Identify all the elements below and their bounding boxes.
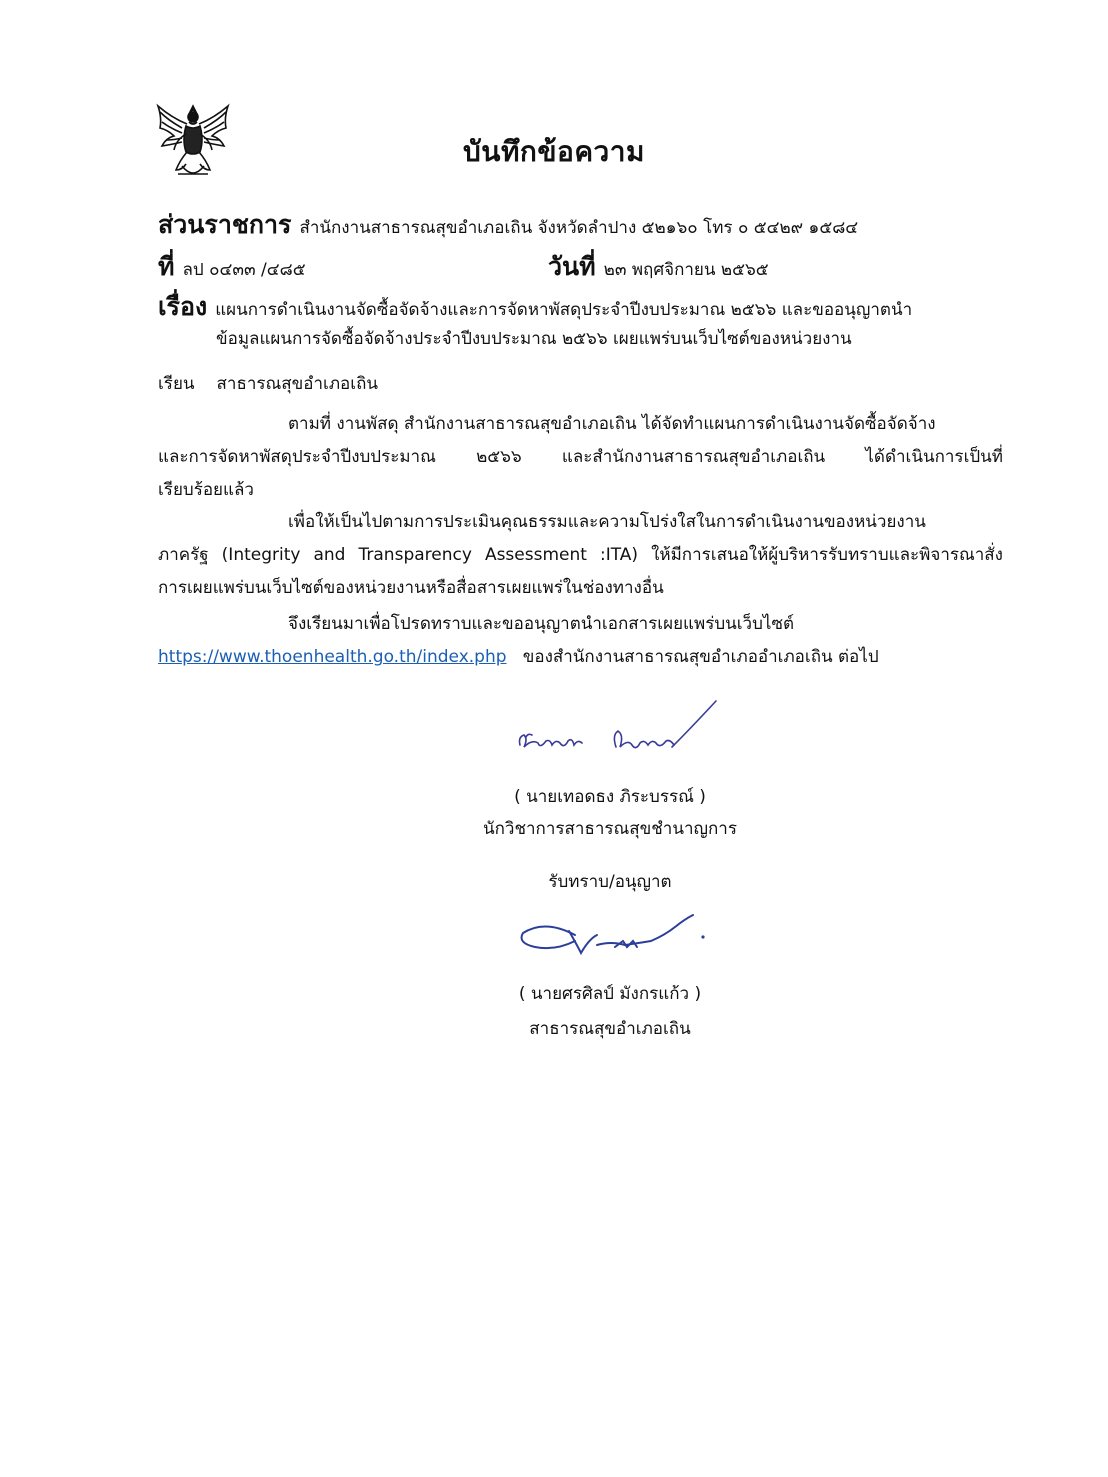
document-number-label: ที่ [158,252,175,281]
addressee-row [158,370,378,397]
paragraph-2-line-1: เพื่อให้เป็นไปตามการประเมินคุณธรรมและความโปร่งใสในการดำเนินงานของหน่วยงาน [288,512,926,532]
addressee-value: สาธารณสุขอำเภอเถิน [216,374,378,394]
signer-2-position: สาธารณสุขอำเภอเถิน [529,1019,691,1039]
signer-1-name: ( นายเทอดธง ภิระบรรณ์ ) [514,787,706,807]
subject-row [158,287,912,327]
signer-1-position: นักวิชาการสาธารณสุขชำนาญการ [483,819,737,839]
paragraph-3-line-2 [158,641,1003,674]
date-value: ๒๓ พฤศจิกายน ๒๕๖๕ [603,260,769,280]
paragraph-1-line-1: ตามที่ งานพัสดุ สำนักงานสาธารณสุขอำเภอเถิน ได้จัดทำแผนการดำเนินงานจัดซื้อจัดจ้าง [288,414,936,434]
paragraph-3-tail: ของสำนักงานสาธารณสุขอำเภออำเภอเถิน ต่อไป [522,647,879,667]
acknowledgement-text: รับทราบ/อนุญาต [548,872,672,892]
addressee-label: เรียน [158,374,195,394]
paragraph-2-line-3: การเผยแพร่บนเว็บไซต์ของหน่วยงานหรือสื่อสารเผยแพร่ในช่องทางอื่น [158,578,664,598]
paragraph-2-line-2: ภาครัฐ (Integrity and Transparency Assessment :ITA) ให้มีการเสนอให้ผู้บริหารรับทราบและพิจารณาสั่ง [158,545,1003,565]
paragraph-3 [158,608,1003,674]
signature-2 [515,905,715,967]
date-label: วันที่ [548,252,596,281]
paragraph-1-line-2: และการจัดหาพัสดุประจำปีงบประมาณ ๒๕๖๖ และสำนักงานสาธารณสุขอำเภอเถิน ได้ดำเนินการเป็นที่ [158,447,1003,467]
agency-value: สำนักงานสาธารณสุขอำเภอเถิน จังหวัดลำปาง ๕๒๑๖๐ โทร ๐ ๕๔๒๙ ๑๕๘๔ [299,218,859,238]
agency-row [158,205,858,245]
paragraph-2 [158,506,1003,605]
website-link[interactable]: https://www.thoenhealth.go.th/index.php [158,647,507,667]
document-number-value: ลป ๐๔๓๓ /๔๘๕ [182,260,306,280]
signature-1 [512,695,732,765]
subject-line-2: ข้อมูลแผนการจัดซื้อจัดจ้างประจำปีงบประมาณ ๒๕๖๖ เผยแพร่บนเว็บไซต์ของหน่วยงาน [216,329,852,349]
document-number-row [158,247,306,287]
signer-2-name: ( นายศรศิลป์ มังกรแก้ว ) [518,984,702,1004]
subject-label: เรื่อง [158,292,208,321]
agency-label: ส่วนราชการ [158,210,292,239]
paragraph-1-line-3: เรียบร้อยแล้ว [158,480,254,500]
date-row [548,247,769,287]
memo-title: บันทึกข้อความ [463,135,645,168]
subject-line-1: แผนการดำเนินงานจัดซื้อจัดจ้างและการจัดหาพัสดุประจำปีงบประมาณ ๒๕๖๖ และขออนุญาตนำ [215,300,913,320]
paragraph-1 [158,408,1003,507]
paragraph-3-line-1: จึงเรียนมาเพื่อโปรดทราบและขออนุญาตนำเอกสารเผยแพร่บนเว็บไซต์ [288,614,795,634]
